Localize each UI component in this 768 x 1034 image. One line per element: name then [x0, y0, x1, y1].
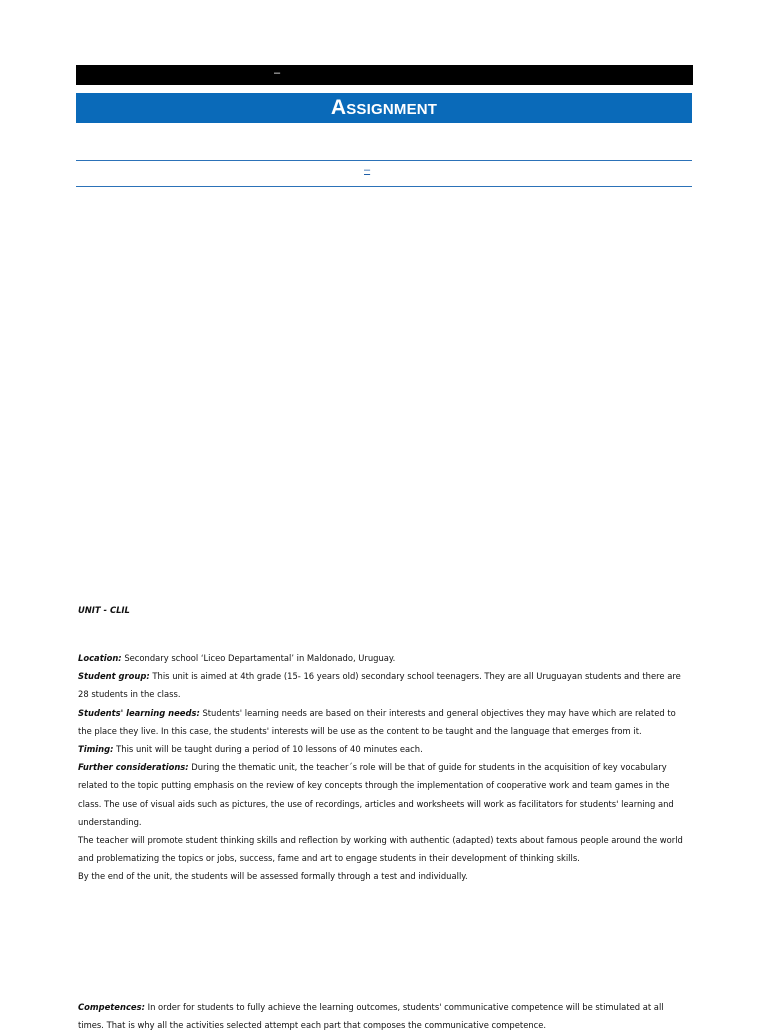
location-label: Location:	[78, 653, 122, 663]
assessment-paragraph: By the end of the unit, the students will be assessed formally through a test and individually.	[78, 871, 468, 882]
location-paragraph	[78, 649, 692, 667]
student-group-text: This unit is aimed at 4th grade (15- 16 years old) secondary school teenagers. They are all Uruguayan students and there are 28 students in the class.	[78, 671, 681, 700]
unit-heading: UNIT - CLIL	[78, 605, 130, 615]
student-group-paragraph	[78, 667, 692, 703]
learning-needs-text: Students' learning needs are based on their interests and general objectives they may have which are related to the place they live. In this case, the students' interests will be use as the content to be taught and the language that emerges from it.	[78, 707, 676, 736]
further-considerations-label: Further considerations:	[78, 762, 189, 773]
learning-needs-paragraph	[78, 704, 692, 740]
header-black-bar	[76, 65, 693, 85]
further-considerations-text: During the thematic unit, the teacher´s role will be that of guide for students in the acquisition of key vocabulary related to the topic putting emphasis on the review of key concepts through the implementation of cooperative work and team games in the class. The use of visual aids such as pictures, the use of recordings, articles and worksheets will work as facilitators for students' learning and understanding.	[78, 762, 674, 827]
timing-text: This unit will be taught during a period of 10 lessons of 40 minutes each.	[113, 744, 423, 755]
assignment-title-bar	[76, 93, 692, 123]
timing-label: Timing:	[78, 744, 114, 755]
competences-block	[78, 998, 692, 1034]
thinking-skills-paragraph: The teacher will promote student thinking skills and reflection by working with authentic (adapted) texts about famous people around the world and problematizing the topics or jobs, success, fame and art to engage students in their development of thinking skills.	[78, 835, 683, 864]
unit-description	[78, 649, 692, 886]
further-considerations-paragraph	[78, 758, 692, 831]
subtitle-bottom-rule	[76, 186, 692, 187]
competences-paragraph	[78, 998, 692, 1034]
competences-text: In order for students to fully achieve the learning outcomes, students' communicative competence will be stimulated at all times. That is why all the activities selected attempt each part that composes the communicative competence.	[78, 1002, 664, 1031]
learning-needs-label: Students' learning needs:	[78, 707, 200, 718]
subtitle-link[interactable]: –	[364, 164, 371, 176]
subtitle-top-rule	[76, 160, 692, 161]
location-text: Secondary school ‘Liceo Departamental’ in Maldonado, Uruguay.	[121, 653, 396, 663]
timing-paragraph	[78, 740, 692, 758]
competences-label: Competences:	[78, 1002, 145, 1012]
page-title: Assignment	[330, 96, 438, 119]
student-group-label: Student group:	[78, 671, 150, 682]
header-bar-text: –	[274, 67, 281, 79]
